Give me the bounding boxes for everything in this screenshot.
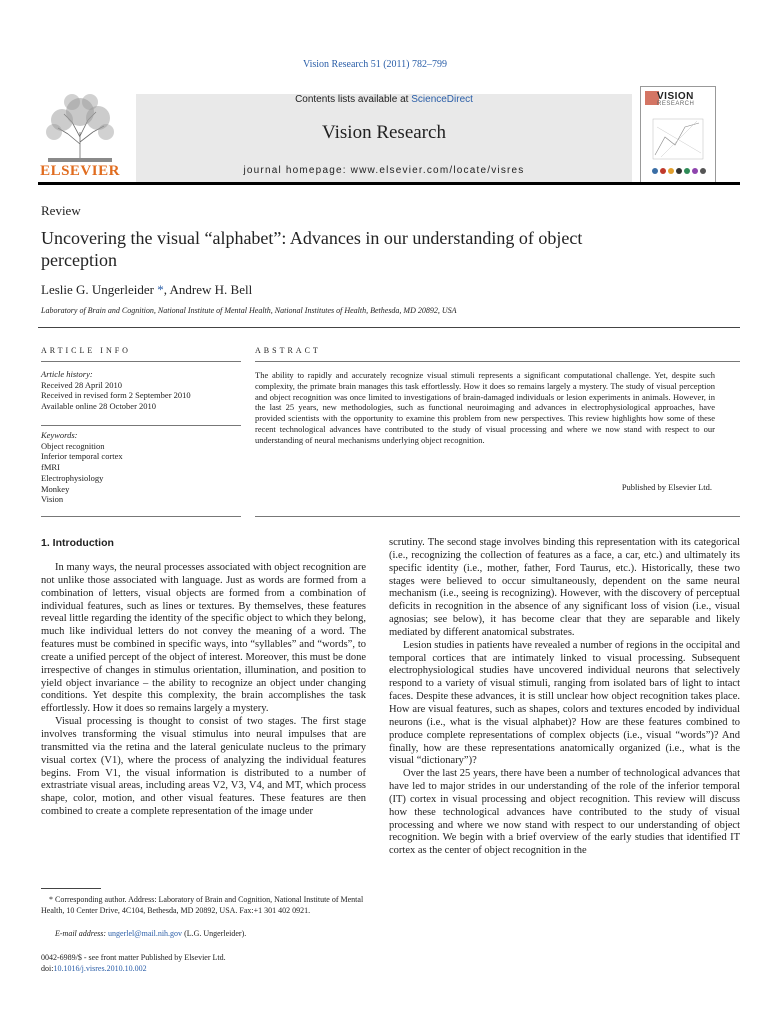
contents-prefix: Contents lists available at xyxy=(295,94,412,105)
header-rule xyxy=(38,182,740,185)
abstract-rule xyxy=(255,361,740,362)
keyword-item: Monkey xyxy=(41,483,70,494)
email-link[interactable]: ungerlel@mail.nih.gov xyxy=(108,929,183,938)
keyword-item: fMRI xyxy=(41,462,60,473)
journal-name: Vision Research xyxy=(322,122,446,143)
keywords-label: Keywords: xyxy=(41,430,78,440)
issn-line: 0042-6989/$ - see front matter Published by Elsevier Ltd. xyxy=(41,953,226,962)
published-by: Published by Elsevier Ltd. xyxy=(621,482,712,492)
history-rule xyxy=(41,425,241,426)
body-paragraph: Over the last 25 years, there have been a number of technological advances that have led to major strides in our understanding of the role of the inferior temporal (IT) cortex in visual processing and object recognition. This review will discuss how these technological advances have contributed to the study of visual processing and where we now stand with respect to our understanding of object recognition. We begin with a brief overview of the early studies that identified IT cortex as the center of object recognition in the xyxy=(389,768,740,857)
history-label: Article history: xyxy=(41,369,93,379)
right-column xyxy=(389,537,740,858)
contents-line xyxy=(136,94,632,105)
author-list xyxy=(41,282,252,298)
author-name: Andrew H. Bell xyxy=(169,282,253,297)
keyword-item: Inferior temporal cortex xyxy=(41,451,123,462)
author-name: Leslie G. Ungerleider xyxy=(41,282,154,297)
cover-title: VISION xyxy=(657,91,694,102)
cover-subtitle: RESEARCH xyxy=(657,101,695,107)
article-history xyxy=(41,369,241,412)
sciencedirect-link[interactable]: ScienceDirect xyxy=(411,94,473,105)
email-label: E-mail address: xyxy=(55,929,109,938)
corresponding-author-footnote: * Corresponding author. Address: Laboratory of Brain and Cognition, National Institute of Mental Health, 10 Center Drive, 4C104, Bethesda, MD 20892, USA. Fax:+1 301 402 0921. xyxy=(41,895,364,915)
keywords xyxy=(41,430,241,505)
author-separator: , xyxy=(163,282,170,297)
article-info-rule xyxy=(41,361,241,362)
section-heading: 1. Introduction xyxy=(41,537,114,549)
keyword-item: Electrophysiology xyxy=(41,472,104,483)
journal-homepage[interactable]: journal homepage: www.elsevier.com/locate/visres xyxy=(243,165,525,176)
title-rule xyxy=(38,327,740,328)
abstract-heading: ABSTRACT xyxy=(255,346,321,355)
corresponding-author-mark[interactable]: * xyxy=(157,282,164,297)
left-column xyxy=(41,562,366,819)
history-item: Received in revised form 2 September 2010 xyxy=(41,390,191,401)
article-type: Review xyxy=(41,203,81,218)
keyword-item: Vision xyxy=(41,494,64,505)
doi-line xyxy=(41,964,147,973)
article-info-heading: ARTICLE INFO xyxy=(41,346,131,355)
footnote-rule xyxy=(41,888,101,889)
history-item: Received 28 April 2010 xyxy=(41,379,122,390)
doi-link[interactable]: 10.1016/j.visres.2010.10.002 xyxy=(53,964,147,973)
history-item: Available online 28 October 2010 xyxy=(41,401,157,412)
email-suffix: (L.G. Ungerleider). xyxy=(182,929,247,938)
abstract-bottom-rule xyxy=(255,516,740,517)
doi-prefix: doi: xyxy=(41,964,54,973)
journal-reference[interactable]: Vision Research 51 (2011) 782–799 xyxy=(302,59,447,70)
affiliation: Laboratory of Brain and Cognition, National Institute of Mental Health, National Institutes of Health, Bethesda, MD 20892, USA xyxy=(41,306,457,315)
body-paragraph: scrutiny. The second stage involves binding this representation with its categorical (i.e., recognizing the collection of features as a face, a car, etc.) and ultimately its specific identity (i.e., mother, father, Ford Taurus, etc.). Historically, these two stages were believed to occur simultaneously, dependent on the same neural mechanism (i.e., seeing is recognizing). However, with the discovery of perceptual deficits in recognition in the absence of any significant loss of vision (i.e., visual agnosias; see below), it has become clear that they are separable and likely mediated by different anatomical substrates. xyxy=(389,537,740,638)
keywords-rule xyxy=(41,516,241,517)
article-title: Uncovering the visual “alphabet”: Advances in our understanding of object perception xyxy=(41,228,583,270)
keyword-item: Object recognition xyxy=(41,440,105,451)
body-paragraph: Lesion studies in patients have revealed a number of regions in the occipital and temporal cortices that are intimately linked to visual processing. Subsequent electrophysiological studies have uncovered individual neurons that selectively respond to a variety of visual stimuli, ranging from isolated bars of light to intact faces. Despite these advances, it is still unclear how object recognition takes place. How are visual features, such as shapes, colors and textures encoded by individual neurons (i.e., what is the visual alphabet)? How are these features combined to produce complete representations of complex objects (i.e., visual “words”)? And finally, how are these representations anatomically organized (i.e., what is the visual “dictionary”)? xyxy=(389,639,740,767)
body-paragraph: Visual processing is thought to consist of two stages. The first stage involves transforming the visual stimulus into neural impulses that are transmitted via the retina and the lateral geniculate nucleus to the primary visual cortex (V1), where the process of analyzing the individual features begins. From V1, the visual information is distributed to a number of extrastriate visual areas, including areas V2, V3, V4, and MT, which process shape, color, motion, and other visual features. These features are then combined to create a complete representation of the image under xyxy=(41,716,366,818)
abstract-text: The ability to rapidly and accurately recognize visual stimuli represents a significant computational challenge. Yet, despite such complexity, the primate brain manages this task effortlessly. How it does so remains largely a mystery. The study of visual perception and object recognition was once limited to investigations of brain-damaged individuals or lesion experiments in animals. However, in the last 25 years, new methodologies, such as functional neuroimaging and advances in electrophysiological approaches, have provided scientists with the opportunity to examine this problem from new perspectives. This review highlights how some of these recent technological advances have contributed to the study of visual processing and where we now stand with respect to our understanding of neural mechanisms underlying object recognition. xyxy=(255,370,715,445)
body-paragraph: In many ways, the neural processes associated with object recognition are not unlike those associated with language. Just as words are formed from a combination of letters, visual objects are formed from a combination of individual features, such as lines or textures. By themselves, these features reveal little regarding the identity of the specific object to which they belong, much like individual letters do not convey the meaning of a word. The features must be combined in specific ways, into “syllables” and “words”, to create a unified percept of the object of interest. Moreover, this must be done irrespective of changes in stimulus orientation, illumination, and position to yield object invariance – the ability to recognize an object under changing conditions. Yet despite this complexity, the brain accomplishes the task effortlessly. How it does so remains largely a mystery. xyxy=(41,562,366,715)
elsevier-wordmark[interactable]: ELSEVIER xyxy=(40,163,120,179)
email-footnote xyxy=(41,929,385,940)
